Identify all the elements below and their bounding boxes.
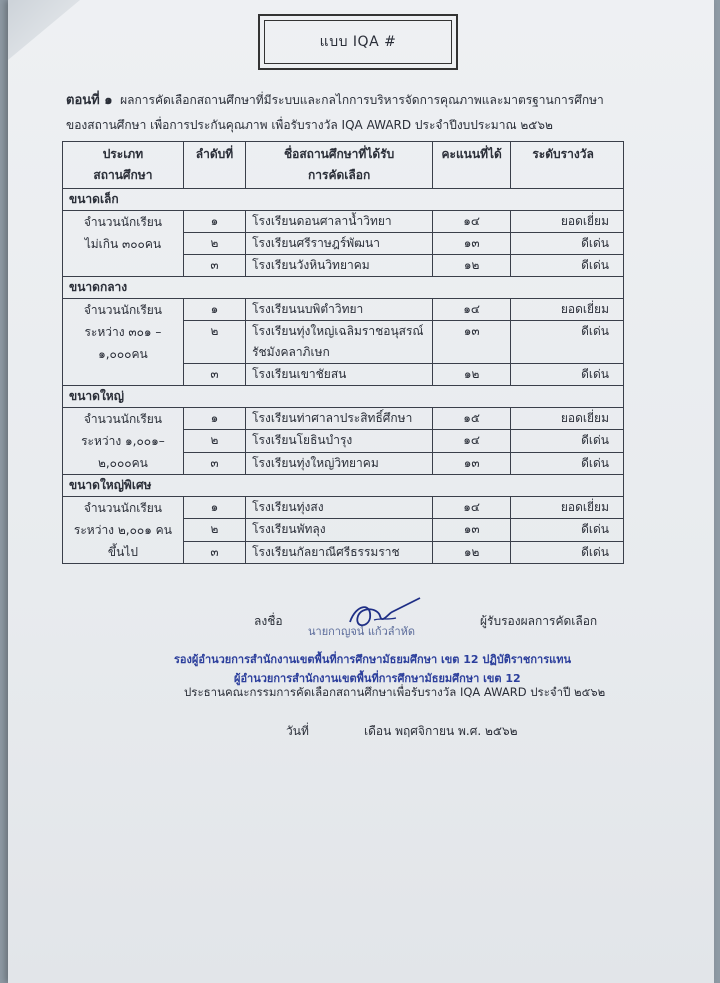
award-level-cell: ยอดเยี่ยม (511, 211, 624, 233)
table-row (63, 497, 624, 519)
score-cell: ๑๒ (433, 255, 511, 277)
category-line: ระหว่าง ๒,๐๐๑ คน (73, 523, 172, 537)
part-label: ตอนที่ ๑ (66, 93, 113, 108)
document-page (8, 0, 714, 983)
award-level-cell: ดีเด่น (511, 364, 624, 386)
section-header-row (63, 277, 624, 299)
rank-cell: ๓ (183, 364, 245, 386)
school-name-cell (246, 321, 433, 364)
school-name-cell: โรงเรียนท่าศาลาประสิทธิ์ศึกษา (246, 408, 433, 430)
school-name-cell: โรงเรียนดอนศาลาน้ำวิทยา (246, 211, 433, 233)
section-header-row (63, 475, 624, 497)
category-line: ๒,๐๐๐คน (97, 456, 148, 470)
intro-line-1 (66, 88, 626, 113)
school-name-cell: โรงเรียนทุ่งใหญ่วิทยาคม (246, 452, 433, 474)
category-line: จำนวนนักเรียน (83, 303, 162, 317)
intro-text-1: ผลการคัดเลือกสถานศึกษาที่มีระบบและกลไกการบริหารจัดการคุณภาพและมาตรฐานการศึกษา (120, 93, 604, 107)
category-line: ระหว่าง ๑,๐๐๑– (81, 434, 165, 448)
award-level-cell: ดีเด่น (511, 255, 624, 277)
category-line: ๑,๐๐๐คน (98, 347, 148, 361)
award-level-cell: ยอดเยี่ยม (511, 299, 624, 321)
section-title: ขนาดใหญ่ (63, 386, 624, 408)
category-line: ไม่เกิน ๓๐๐คน (84, 237, 162, 251)
rank-cell: ๑ (183, 211, 245, 233)
category-line: จำนวนนักเรียน (83, 412, 162, 426)
score-cell: ๑๔ (433, 497, 511, 519)
award-level-cell: ดีเด่น (511, 541, 624, 563)
date-month-year: เดือน พฤศจิกายน พ.ศ. ๒๕๖๒ (364, 724, 518, 738)
table-row (63, 299, 624, 321)
rank-cell: ๓ (183, 541, 245, 563)
intro-paragraph (66, 88, 626, 138)
award-level-cell: ดีเด่น (511, 452, 624, 474)
section-title: ขนาดใหญ่พิเศษ (63, 475, 624, 497)
header-rank: ลำดับที่ (183, 142, 245, 189)
school-name-cell: โรงเรียนศรีราษฎร์พัฒนา (246, 233, 433, 255)
header-name: ชื่อสถานศึกษาที่ได้รับ การคัดเลือก (246, 142, 433, 189)
score-cell: ๑๕ (433, 408, 511, 430)
school-name-cell: โรงเรียนวังหินวิทยาคม (246, 255, 433, 277)
category-line: จำนวนนักเรียน (83, 501, 162, 515)
rank-cell: ๒ (183, 321, 245, 364)
award-level-cell: ยอดเยี่ยม (511, 408, 624, 430)
score-cell: ๑๒ (433, 364, 511, 386)
rank-cell: ๓ (183, 452, 245, 474)
form-label-box (258, 14, 458, 70)
stamp-line-2: ผู้อำนวยการสำนักงานเขตพื้นที่การศึกษามัธยมศึกษา เขต 12 (234, 672, 521, 685)
rank-cell: ๓ (183, 255, 245, 277)
score-cell: ๑๓ (433, 452, 511, 474)
section-header-row (63, 189, 624, 211)
category-line: ขึ้นไป (107, 545, 138, 559)
section-title: ขนาดเล็ก (63, 189, 624, 211)
score-cell: ๑๓ (433, 233, 511, 255)
section-title: ขนาดกลาง (63, 277, 624, 299)
school-name-cell: โรงเรียนเขาชัยสน (246, 364, 433, 386)
page-fold (8, 0, 80, 60)
score-cell: ๑๔ (433, 211, 511, 233)
table-body (63, 189, 624, 564)
category-description (63, 211, 184, 277)
award-level-cell: ดีเด่น (511, 430, 624, 452)
score-cell: ๑๓ (433, 519, 511, 541)
header-type: ประเภท สถานศึกษา (63, 142, 184, 189)
section-header-row (63, 386, 624, 408)
rank-cell: ๑ (183, 497, 245, 519)
table-row (63, 408, 624, 430)
rank-cell: ๒ (183, 233, 245, 255)
category-description (63, 299, 184, 386)
score-cell: ๑๔ (433, 430, 511, 452)
award-level-cell: ยอดเยี่ยม (511, 497, 624, 519)
score-cell: ๑๒ (433, 541, 511, 563)
rank-cell: ๑ (183, 408, 245, 430)
school-name-line: โรงเรียนทุ่งใหญ่เฉลิมราชอนุสรณ์ (252, 324, 424, 338)
certifier-label: ผู้รับรองผลการคัดเลือก (480, 614, 598, 628)
header-score: คะแนนที่ได้ (433, 142, 511, 189)
school-name-cell: โรงเรียนโยธินบำรุง (246, 430, 433, 452)
school-name-cell: โรงเรียนพัทลุง (246, 519, 433, 541)
sign-label: ลงชื่อ (254, 614, 283, 628)
category-line: ระหว่าง ๓๐๑ – (84, 325, 162, 339)
category-description (63, 497, 184, 564)
award-level-cell: ดีเด่น (511, 233, 624, 255)
signer-name: นายกาญจน์ แก้วลำหัด (308, 625, 416, 638)
header-level: ระดับรางวัล (511, 142, 624, 189)
school-name-cell: โรงเรียนทุ่งสง (246, 497, 433, 519)
table-header-row (63, 142, 624, 189)
score-cell: ๑๓ (433, 321, 511, 364)
rank-cell: ๑ (183, 299, 245, 321)
stamp-line-1: รองผู้อำนวยการสำนักงานเขตพื้นที่การศึกษามัธยมศึกษา เขต 12 ปฏิบัติราชการแทน (174, 653, 571, 666)
category-line: จำนวนนักเรียน (83, 215, 162, 229)
results-table (62, 141, 624, 564)
award-level-cell: ดีเด่น (511, 519, 624, 541)
rank-cell: ๒ (183, 519, 245, 541)
date-day-label: วันที่ (286, 724, 309, 738)
rank-cell: ๒ (183, 430, 245, 452)
chair-line: ประธานคณะกรรมการคัดเลือกสถานศึกษาเพื่อรับรางวัล IQA AWARD ประจำปี ๒๕๖๒ (184, 685, 606, 699)
school-name-cell: โรงเรียนกัลยาณีศรีธรรมราช (246, 541, 433, 563)
score-cell: ๑๔ (433, 299, 511, 321)
school-name-line: รัชมังคลาภิเษก (252, 345, 330, 359)
table-row (63, 211, 624, 233)
form-label: แบบ IQA # (264, 20, 452, 64)
school-name-cell: โรงเรียนนบพิตำวิทยา (246, 299, 433, 321)
category-description (63, 408, 184, 475)
intro-line-2: ของสถานศึกษา เพื่อการประกันคุณภาพ เพื่อรับรางวัล IQA AWARD ประจำปีงบประมาณ ๒๕๖๒ (66, 118, 553, 132)
award-level-cell: ดีเด่น (511, 321, 624, 364)
